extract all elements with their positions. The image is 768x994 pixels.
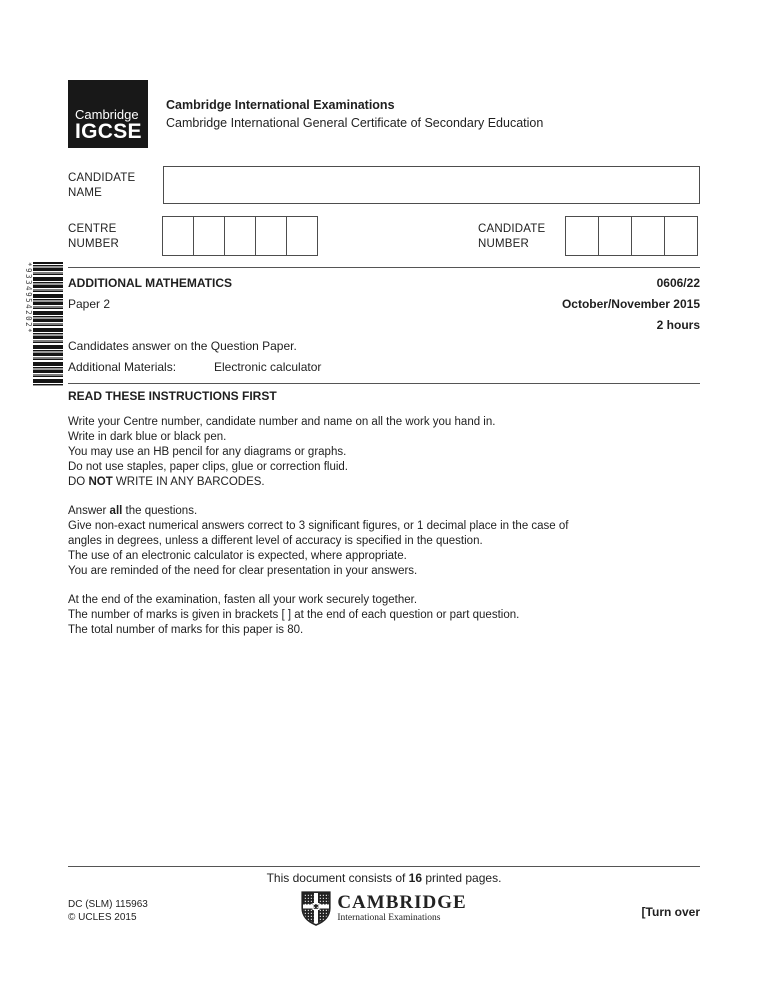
barcode-text: *9334954202* [24,262,33,335]
additional-materials-value: Electronic calculator [214,360,322,374]
logo-igcse-text: IGCSE [75,120,142,143]
barcode-stripes-icon [33,262,63,386]
subject-title: ADDITIONAL MATHEMATICS [68,276,232,290]
additional-materials-label: Additional Materials: [68,360,177,374]
divider-footer [68,866,700,867]
number-cell[interactable] [255,216,287,256]
instruction-line: At the end of the examination, fasten all your work securely together. [68,594,418,606]
number-cell[interactable] [162,216,194,256]
cambridge-logo [258,891,510,927]
additional-materials [68,357,700,378]
candidate-number-label: CANDIDATE NUMBER [478,223,546,250]
instruction-line: Write your Centre number, candidate number and name on all the work you hand in. [68,416,496,428]
instruction-line: The total number of marks for this paper is 80. [68,624,304,636]
qualification-name: Cambridge International General Certificate of Secondary Education [166,116,544,130]
org-name: Cambridge International Examinations [166,98,395,112]
cambridge-igcse-logo [68,80,148,148]
divider-middle [68,383,700,384]
candidate-number-input[interactable] [566,216,698,256]
instruction-line: You are reminded of the need for clear presentation in your answers. [68,565,418,577]
exam-session: October/November 2015 [561,297,700,311]
imprint [68,891,258,924]
number-cell[interactable] [631,216,665,256]
instructions-section [68,389,700,652]
candidate-name-label: CANDIDATE NAME [68,172,136,199]
footer [68,891,700,927]
number-cell[interactable] [193,216,225,256]
header-text [166,80,543,148]
divider-top [68,267,700,268]
cambridge-logo-subtitle: International Examinations [337,913,441,923]
instructions-paragraph [68,504,700,579]
instruction-line: The number of marks is given in brackets [ ] at the end of each question or part question. [68,609,520,621]
page-count-note: This document consists of 16 printed pages. [266,871,502,885]
answer-note: Candidates answer on the Question Paper. [68,339,297,353]
number-cell[interactable] [664,216,698,256]
number-cell[interactable] [565,216,599,256]
instructions-paragraphs [68,415,700,638]
instruction-line: Give non-exact numerical answers correct to 3 significant figures, or 1 decimal place in the case of [68,520,569,532]
cambridge-logo-text [337,891,466,923]
number-cell[interactable] [286,216,318,256]
imprint-code: DC (SLM) 115963 [68,899,148,910]
instruction-line: DO NOT WRITE IN ANY BARCODES. [68,476,265,488]
subject-block [68,273,700,378]
instructions-paragraph [68,593,700,638]
cambridge-logo-title: CAMBRIDGE [337,892,467,913]
header [68,80,700,148]
instruction-line: You may use an HB pencil for any diagrams or graphs. [68,446,347,458]
cambridge-shield-icon [301,891,331,927]
candidate-name-input[interactable] [163,166,700,204]
number-cell[interactable] [598,216,632,256]
instruction-line: Answer all the questions. [68,505,198,517]
instructions-paragraph [68,415,700,490]
instruction-line: Do not use staples, paper clips, glue or correction fluid. [68,461,348,473]
centre-number-input[interactable] [163,216,318,256]
exam-duration: 2 hours [656,318,700,332]
barcode [24,262,63,386]
number-cell[interactable] [224,216,256,256]
turn-over-label: [Turn over [641,905,700,919]
copyright: © UCLES 2015 [68,912,137,923]
instruction-line: The use of an electronic calculator is expected, where appropriate. [68,550,407,562]
instruction-line: angles in degrees, unless a different level of accuracy is specified in the question. [68,535,483,547]
instruction-line: Write in dark blue or black pen. [68,431,227,443]
logo-cambridge-text: Cambridge [75,107,139,122]
instructions-heading: READ THESE INSTRUCTIONS FIRST [68,389,277,403]
paper-code: 0606/22 [656,276,700,290]
centre-number-label: CENTRE NUMBER [68,223,120,250]
paper-number: Paper 2 [68,297,111,311]
